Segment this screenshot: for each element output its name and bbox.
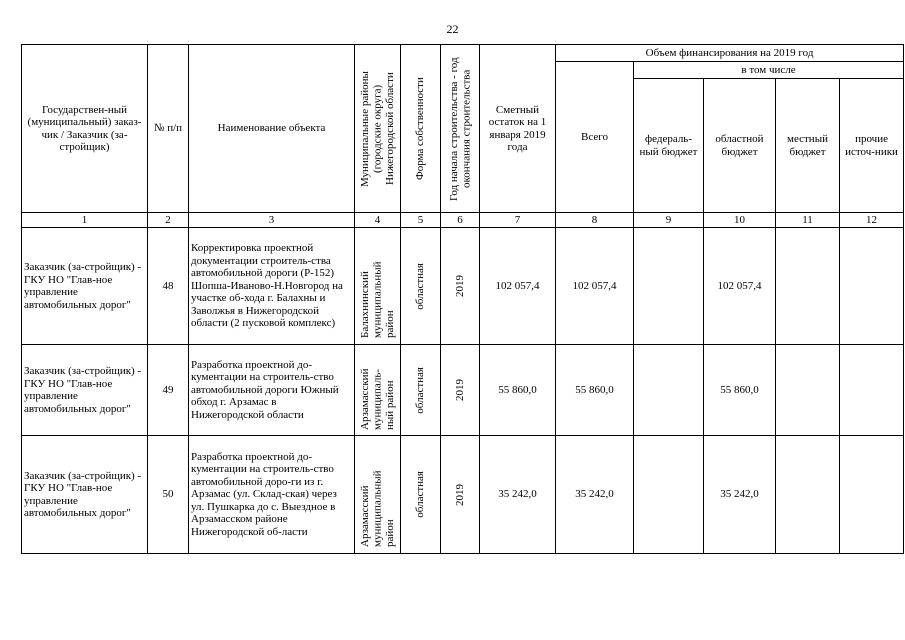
row-total: 35 242,0 <box>556 436 634 554</box>
row-estimated-balance: 35 242,0 <box>480 436 556 554</box>
row-regional: 35 242,0 <box>704 436 776 554</box>
row-regional: 102 057,4 <box>704 228 776 345</box>
row-total: 102 057,4 <box>556 228 634 345</box>
row-federal <box>634 345 704 436</box>
row-customer: Заказчик (за-стройщик) - ГКУ НО "Глав-ное управление автомобильных дорог" <box>22 436 148 554</box>
table-row <box>22 228 904 345</box>
header-total: Всего <box>556 62 634 213</box>
column-number: 10 <box>704 213 776 228</box>
row-customer: Заказчик (за-стройщик) - ГКУ НО "Глав-ное управление автомобильных дорог" <box>22 345 148 436</box>
row-estimated-balance: 55 860,0 <box>480 345 556 436</box>
header-district <box>355 45 401 213</box>
row-other <box>840 436 904 554</box>
column-number: 9 <box>634 213 704 228</box>
row-estimated-balance: 102 057,4 <box>480 228 556 345</box>
row-ownership-text: областная <box>414 262 427 310</box>
header-federal: федераль-ный бюджет <box>634 79 704 213</box>
column-number: 6 <box>441 213 480 228</box>
row-local <box>776 228 840 345</box>
row-num: 49 <box>148 345 189 436</box>
row-other <box>840 345 904 436</box>
header-financing: Объем финансирования на 2019 год <box>556 45 904 62</box>
page-number: 22 <box>446 22 459 36</box>
header-including: в том числе <box>634 62 904 79</box>
row-year-text: 2019 <box>453 379 466 401</box>
header-regional: областной бюджет <box>704 79 776 213</box>
column-number: 3 <box>189 213 355 228</box>
column-number: 4 <box>355 213 401 228</box>
row-customer: Заказчик (за-стройщик) - ГКУ НО "Глав-ное управление автомобильных дорог" <box>22 228 148 345</box>
row-district-text: Арзамасский муниципальный район <box>358 469 396 547</box>
header-num: № п/п <box>148 45 189 213</box>
column-number: 8 <box>556 213 634 228</box>
row-ownership-text: областная <box>414 366 427 414</box>
row-num: 48 <box>148 228 189 345</box>
header-object-name: Наименование объекта <box>189 45 355 213</box>
header-ownership <box>401 45 441 213</box>
header-local: местный бюджет <box>776 79 840 213</box>
row-year <box>441 436 480 554</box>
row-year-text: 2019 <box>453 483 466 506</box>
header-years <box>441 45 480 213</box>
row-local <box>776 436 840 554</box>
column-number: 7 <box>480 213 556 228</box>
row-district <box>355 345 401 436</box>
row-year <box>441 228 480 345</box>
header-years-text: Год начала строительства - год окончания строительства <box>447 56 472 201</box>
table-row <box>22 436 904 554</box>
row-ownership <box>401 345 441 436</box>
column-number: 12 <box>840 213 904 228</box>
column-number: 1 <box>22 213 148 228</box>
financing-table <box>21 44 904 554</box>
table-row <box>22 345 904 436</box>
row-other <box>840 228 904 345</box>
header-ownership-text: Форма собственности <box>414 77 427 180</box>
row-ownership <box>401 436 441 554</box>
header-estimated-balance: Сметный остаток на 1 января 2019 года <box>480 45 556 213</box>
column-number: 2 <box>148 213 189 228</box>
row-year-text: 2019 <box>453 275 466 297</box>
row-federal <box>634 228 704 345</box>
column-number: 11 <box>776 213 840 228</box>
header-district-text: Муниципальные районы (городские округа) Нижегородской области <box>358 70 396 187</box>
row-local <box>776 345 840 436</box>
column-number-row <box>22 213 904 228</box>
row-num: 50 <box>148 436 189 554</box>
row-total: 55 860,0 <box>556 345 634 436</box>
row-ownership <box>401 228 441 345</box>
row-regional: 55 860,0 <box>704 345 776 436</box>
row-federal <box>634 436 704 554</box>
row-object: Разработка проектной до-кументации на строитель-ство автомобильной доро-ги из г. Арзамас (ул. Склад-ская) через ул. Пушкарка до с. Выездное в Арзамасском районе Нижегородской об-ласти <box>189 436 355 554</box>
row-district-text: Арзамасский муниципаль-ный район <box>358 368 396 430</box>
row-ownership-text: областная <box>414 471 427 518</box>
row-year <box>441 345 480 436</box>
column-number: 5 <box>401 213 441 228</box>
row-district <box>355 436 401 554</box>
header-other: прочие источ-ники <box>840 79 904 213</box>
header-customer: Государствен-ный (муниципальный) заказ-чик / Заказчик (за-стройщик) <box>22 45 148 213</box>
row-object: Разработка проектной до-кументации на строитель-ство автомобильной дороги Южный обход г. Арзамас в Нижегородской области <box>189 345 355 436</box>
row-district <box>355 228 401 345</box>
row-district-text: Балахнинский муниципальный район <box>358 261 396 338</box>
row-object: Корректировка проектной документации строитель-ства автомобильной дороги (Р-152) Шопша-Иваново-Н.Новгород на участке об-хода г. Балахны и Заволжья в Нижегородской области (2 пусковой комплекс) <box>189 228 355 345</box>
